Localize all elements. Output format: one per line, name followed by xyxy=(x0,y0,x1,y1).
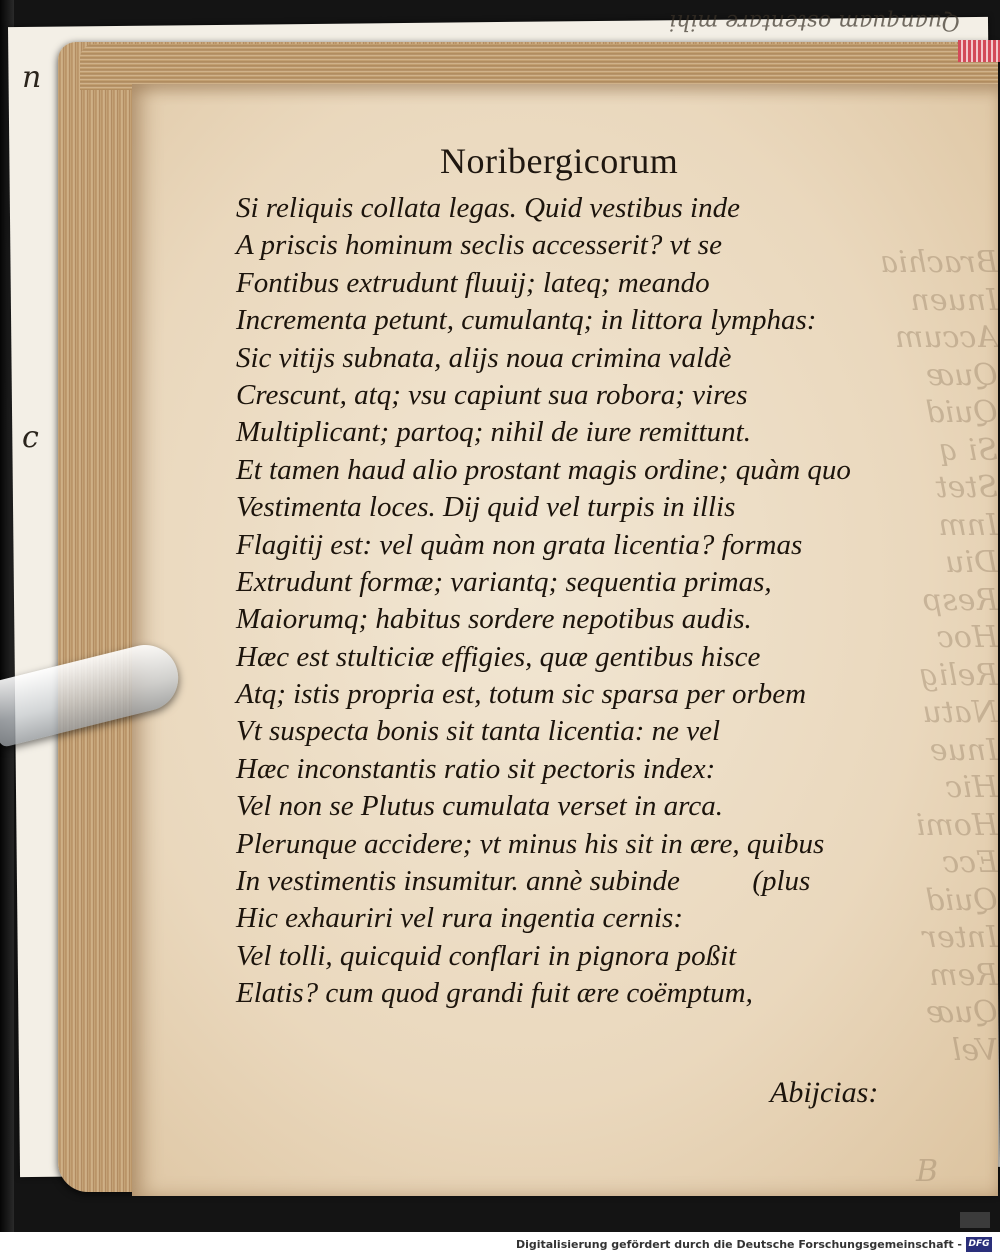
verse-line: Hæc est stulticiæ effigies, quæ gentibus hisce xyxy=(236,640,761,673)
verse-line: Atq; istis propria est, totum sic sparsa per orbem xyxy=(236,678,807,711)
verse-line: Flagitij est: vel quàm non grata licentia? formas xyxy=(236,528,803,561)
verse-line: Maiorumq; habitus sordere nepotibus audis. xyxy=(236,603,752,636)
verse-line: Si reliquis collata legas. Quid vestibus inde xyxy=(236,192,740,224)
verse-line: Hic exhauriri vel rura ingentia cernis: xyxy=(236,902,683,935)
verse-line: Vt suspecta bonis sit tanta licentia: ne vel xyxy=(236,715,721,748)
dfg-logo: DFG xyxy=(966,1237,992,1252)
verse-text xyxy=(236,190,916,1013)
verse-line: Hæc inconstantis ratio sit pectoris index: xyxy=(236,752,716,785)
verse-line: Vel non se Plutus cumulata verset in arca. xyxy=(236,790,724,823)
top-bleed-decoration: Quanquam ostentare mihi xyxy=(669,9,960,34)
verse-line: Et tamen haud alio prostant magis ordine; quàm quo xyxy=(236,453,851,486)
verse-line: Plerunque accidere; vt minus his sit in ære, quibus xyxy=(236,827,825,860)
footer-bar xyxy=(0,1232,1000,1258)
left-bleed-decoration: n c xyxy=(22,60,42,455)
funding-credit: Digitalisierung gefördert durch die Deutsche Forschungsgemeinschaft - xyxy=(515,1238,962,1251)
verse-line: Extrudunt formæ; variantq; sequentia primas, xyxy=(236,565,772,598)
verse-line: Sic vitijs subnata, alijs noua crimina valdè xyxy=(236,341,732,374)
catchword: Abijcias: xyxy=(770,1076,879,1109)
verse-line: Vestimenta loces. Dij quid vel turpis in illis xyxy=(236,491,736,524)
verse-line: In vestimentis insumitur. annè subinde (plus xyxy=(236,865,811,898)
verse-line: Elatis? cum quod grandi fuit ære coëmptum, xyxy=(236,977,753,1010)
verse-line: Crescunt, atq; vsu capiunt sua robora; vires xyxy=(236,378,748,411)
red-bookmark xyxy=(958,40,1000,62)
show-through-page-number: B xyxy=(915,1154,938,1189)
show-through-text: Brachia Inuen Accum Quæ Quid Si q Stet Inm Diu Resp Hoc Relig Natu Inue Hic Homi Ecc Quid Inter Rem Quæ Vel xyxy=(880,245,998,1068)
verse-line: Fontibus extrudunt fluuij; lateq; meando xyxy=(236,266,710,299)
verse-line: Incrementa petunt, cumulantq; in littora lymphas: xyxy=(236,304,817,337)
running-head: Noribergicorum xyxy=(440,141,679,181)
verse-line: Vel tolli, quicquid conflari in pignora poßit xyxy=(236,939,737,972)
scan-corner-mark xyxy=(960,1212,990,1228)
verse-line: A priscis hominum seclis accesserit? vt se xyxy=(236,229,722,262)
verse-line: Multiplicant; partoq; nihil de iure remittunt. xyxy=(236,416,751,449)
